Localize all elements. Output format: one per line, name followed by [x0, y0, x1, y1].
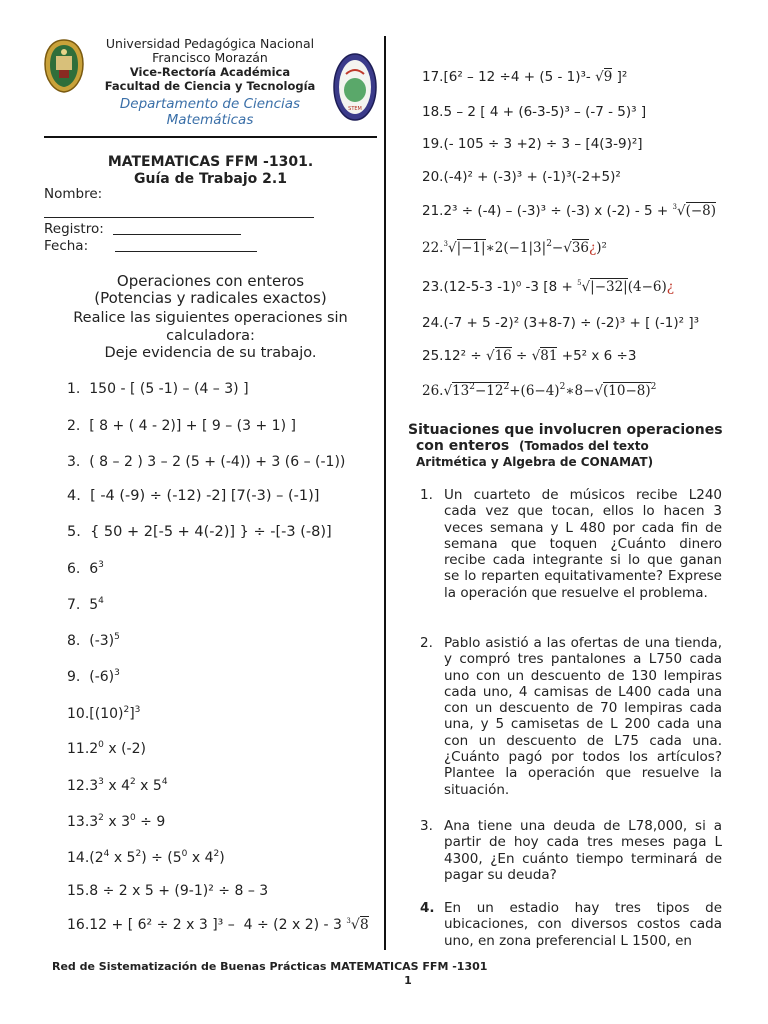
exercise-8: 8. $(-3)^5$ [67, 632, 120, 649]
exercise-22: $22.^3√|-1|∗2(-1|3|^2-√36¿)^2$ [422, 239, 607, 256]
footer-text: Red de Sistematización de Buenas Prácticas MATEMATICAS FFM -1301 [52, 960, 488, 973]
fecha-label: Fecha: [44, 238, 89, 254]
university-name-line2: Francisco Morazán [152, 50, 268, 65]
nombre-label: Nombre: [44, 186, 103, 202]
exercise-21: 21.2³ ÷ (-4) – (-3)³ ÷ (-3) x (-2) - 5 + $^3$√(−8) [422, 203, 717, 219]
column-divider [384, 36, 386, 950]
problem-2-text: Pablo asistió a las ofertas de una tienda, y compró tres pantalones a L750 cada uno con un descuento de 130 lempiras cada uno, 4 camisas de L400 cada una con un descuento de 70 lempiras cada una, y 5 camisetas de L 200 cada una con un descuento de L75 cada una. ¿Cuánto pagó por todos los artículos? Plantee la operación que resuelve la situación. [444, 635, 722, 798]
exercise-2: 2. [ 8 + ( 4 - 2)] + [ 9 – (3 + 1) ] [67, 418, 296, 434]
section1-heading-line2: (Potencias y radicales exactos) [94, 289, 327, 307]
exercise-3: 3. ( 8 – 2 ) 3 – 2 (5 + (-4)) + 3 (6 – (-1)) [67, 454, 346, 470]
problem-3-text: Ana tiene una deuda de L78,000, si a partir de hoy cada tres meses paga L 4300, ¿En cuánto tiempo terminará de pagar su deuda? [444, 818, 722, 883]
registro-blank[interactable] [113, 234, 241, 235]
exercise-26: $26.√13^2-12^2+(6-4)^2∗8-√(10-8)^2$ [422, 382, 657, 399]
course-title: MATEMATICAS FFM -1301. [107, 154, 314, 170]
faculty: Facultad de Ciencia y Tecnología [104, 79, 316, 93]
section2-heading-line2: con enteros [416, 438, 510, 454]
exercise-11: 11.2$^0$ x (-2) [67, 740, 146, 757]
exercise-16: 16.12 + [ 6² ÷ 2 x 3 ]³ – 4 ÷ (2 x 2) - 3 $^3$√8 [67, 917, 369, 933]
section2-source-line2: Aritmética y Algebra de CONAMAT) [416, 455, 654, 469]
department-line2: Matemáticas [166, 112, 254, 128]
department-line1: Departamento de Ciencias [119, 96, 301, 112]
exercise-23: 23.(12-5-3 -1)⁰ -3 [8 + $^5$√|−32|(4−6)¿ [422, 279, 675, 295]
exercise-13: 13.3$^2$ x $3^0 \div 9$ [67, 813, 166, 830]
page-number: 1 [404, 974, 412, 987]
math-department-logo [333, 52, 377, 122]
vice-rectory: Vice-Rectoría Académica [129, 65, 291, 79]
registro-label: Registro: [44, 221, 104, 237]
exercise-6: 6. $6^3$ [67, 560, 104, 577]
problem-1-text: Un cuarteto de músicos recibe L240 cada vez que tocan, ellos lo hacen 3 veces semana y L 480 por cada fin de semana que toquen ¿Cuánto dinero recibe cada integrante si lo que ganan se lo reparten equitativamente? Exprese la operación que resuelve el problema. [444, 487, 722, 601]
exercise-7: 7. $5^4$ [67, 596, 104, 613]
exercise-18: 18.5 – 2 [ 4 + (6-3-5)³ – (-7 - 5)³ ] [422, 104, 647, 120]
exercise-17: 17.[6² – 12 ÷4 + (5 - 1)³- √9 ]² [422, 69, 628, 85]
svg-text:STEM: STEM [348, 106, 362, 112]
exercise-20: 20.(-4)² + (-3)³ + (-1)³(-2+5)² [422, 169, 621, 185]
problem-2-number: 2. [420, 635, 433, 651]
exercise-12: 12.3$^3$ x $4^2$ x $5^4$ [67, 777, 168, 794]
section2-heading-line1: Situaciones que involucren operaciones [408, 422, 723, 438]
exercise-15: 15.8 ÷ 2 x 5 + (9-1)² ÷ 8 – 3 [67, 883, 269, 899]
university-name-line1: Universidad Pedagógica Nacional [105, 36, 315, 51]
problem-4-text: En un estadio hay tres tipos de ubicaciones, con diversos costos cada uno, en zona preferencial L 1500, en [444, 900, 722, 949]
instruction-line1: Realice las siguientes operaciones sin [73, 310, 348, 326]
section1-heading-line1: Operaciones con enteros [116, 272, 305, 290]
exercise-1: 1. 150 - [ (5 -1) – (4 – 3) ] [67, 381, 249, 397]
exercise-9: 9. $(-6)^3$ [67, 668, 120, 685]
problem-3-number: 3. [420, 818, 433, 834]
fecha-blank[interactable] [115, 251, 257, 252]
exercise-14: $14.(2^4$ x $5^2) \div (5^0$ x $4^2$) [67, 849, 225, 866]
problem-1-number: 1. [420, 487, 433, 503]
exercise-24: 24.(-7 + 5 -2)² (3+8-7) ÷ (-2)³ + [ (-1)² ]³ [422, 315, 700, 331]
section2-source-line1: (Tomados del texto [519, 439, 649, 453]
university-logo [42, 38, 86, 94]
exercise-25: 25.12² ÷ √16 ÷ √81 +5² x 6 ÷3 [422, 348, 637, 364]
exercise-5: 5. { 50 + 2[-5 + 4(-2)] } ÷ -[-3 (-8)] [67, 524, 332, 540]
instruction-line2: calculadora: [166, 327, 255, 344]
guide-title: Guía de Trabajo 2.1 [134, 171, 287, 187]
instruction-line3: Deje evidencia de su trabajo. [104, 345, 317, 361]
header-divider [44, 136, 377, 138]
exercise-10: $10.[(10)^2]^3$ [67, 705, 141, 722]
problem-4-number: 4. [420, 900, 435, 916]
nombre-blank[interactable] [44, 217, 314, 218]
exercise-19: 19.(- 105 ÷ 3 +2) ÷ 3 – [4(3-9)²] [422, 136, 643, 152]
exercise-4: 4. [ -4 (-9) ÷ (-12) -2] [7(-3) – (-1)] [67, 488, 320, 504]
